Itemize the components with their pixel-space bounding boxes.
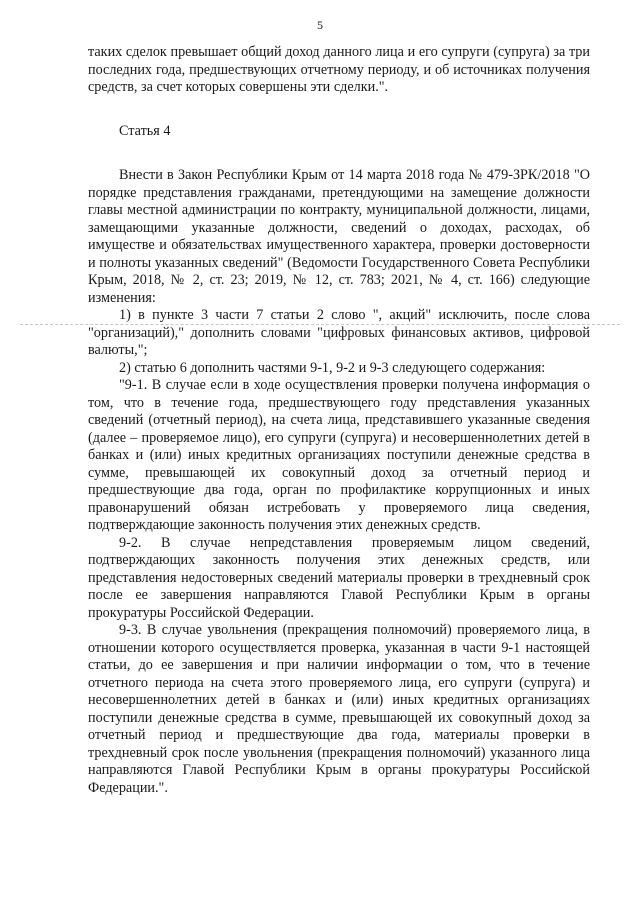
article-heading: Статья 4 — [119, 122, 171, 139]
part-9-1-paragraph: "9-1. В случае если в ходе осуществления проверки получена информация о том, что в течение года, предшествующего году представления указанных сведений (отчетный период), на счета лица, представившего указанные сведения (далее – проверяемое лицо), его супруги (супруга) и несовершеннолетних детей в банках и (или) иных кредитных организациях поступили денежные средства в сумме, превышающей их совокупный доход за отчетный период и предшествующие два года, орган по профилактике коррупционных и иных правонарушений обязан истребовать у проверяемого лица сведения, подтверждающие законность получения этих денежных средств. — [88, 377, 590, 533]
part-9-3-paragraph: 9-3. В случае увольнения (прекращения полномочий) проверяемого лица, в отношении которого осуществляется проверка, указанная в части 9-1 настоящей статьи, до ее завершения и при наличии информации о том, что в течение отчетного периода на счета этого проверяемого лица, его супруги (супруга) и несовершеннолетних детей в банках и (или) иных кредитных организациях поступили денежные средства в сумме, превышающей их совокупный доход за отчетный период и предшествующие два года, материалы проверки в трехдневный срок после увольнения (прекращения полномочий) указанного лица направляются Главой Республики Крым в органы прокуратуры Российской Федерации.". — [88, 622, 590, 796]
part-9-2-paragraph: 9-2. В случае непредставления проверяемым лицом сведений, подтверждающих законность получения этих денежных средств, или представления недостоверных сведений материалы проверки в трехдневный срок после ее завершения направляются Главой Республики Крым в органы прокуратуры Российской Федерации. — [88, 534, 590, 621]
item-1-paragraph: 1) в пункте 3 части 7 статьи 2 слово ", акций" исключить, после слова "организаций)," дополнить словами "цифровых финансовых активов, цифровой валюты,"; — [88, 307, 590, 358]
intro-paragraph: Внести в Закон Республики Крым от 14 марта 2018 года № 479-ЗРК/2018 "О порядке представления гражданами, претендующими на замещение должности главы местной администрации по контракту, муниципальной должности, лицами, замещающими указанные должности, сведений о доходах, расходах, об имуществе и обязательствах имущественного характера, проверки достоверности и полноты указанных сведений" (Ведомости Государственного Совета Республики Крым, 2018, № 2, ст. 23; 2019, № 12, ст. 783; 2021, № 4, ст. 166) следующие изменения: — [88, 167, 590, 306]
item-2-paragraph: 2) статью 6 дополнить частями 9-1, 9-2 и 9-3 следующего содержания: — [119, 359, 546, 376]
continuation-paragraph: таких сделок превышает общий доход данного лица и его супруги (супруга) за три последних года, предшествующих отчетному периоду, и об источниках получения средств, за счет которых совершены эти сделки.". — [88, 44, 590, 95]
document-body — [88, 44, 590, 797]
page-number: 5 — [317, 18, 323, 32]
